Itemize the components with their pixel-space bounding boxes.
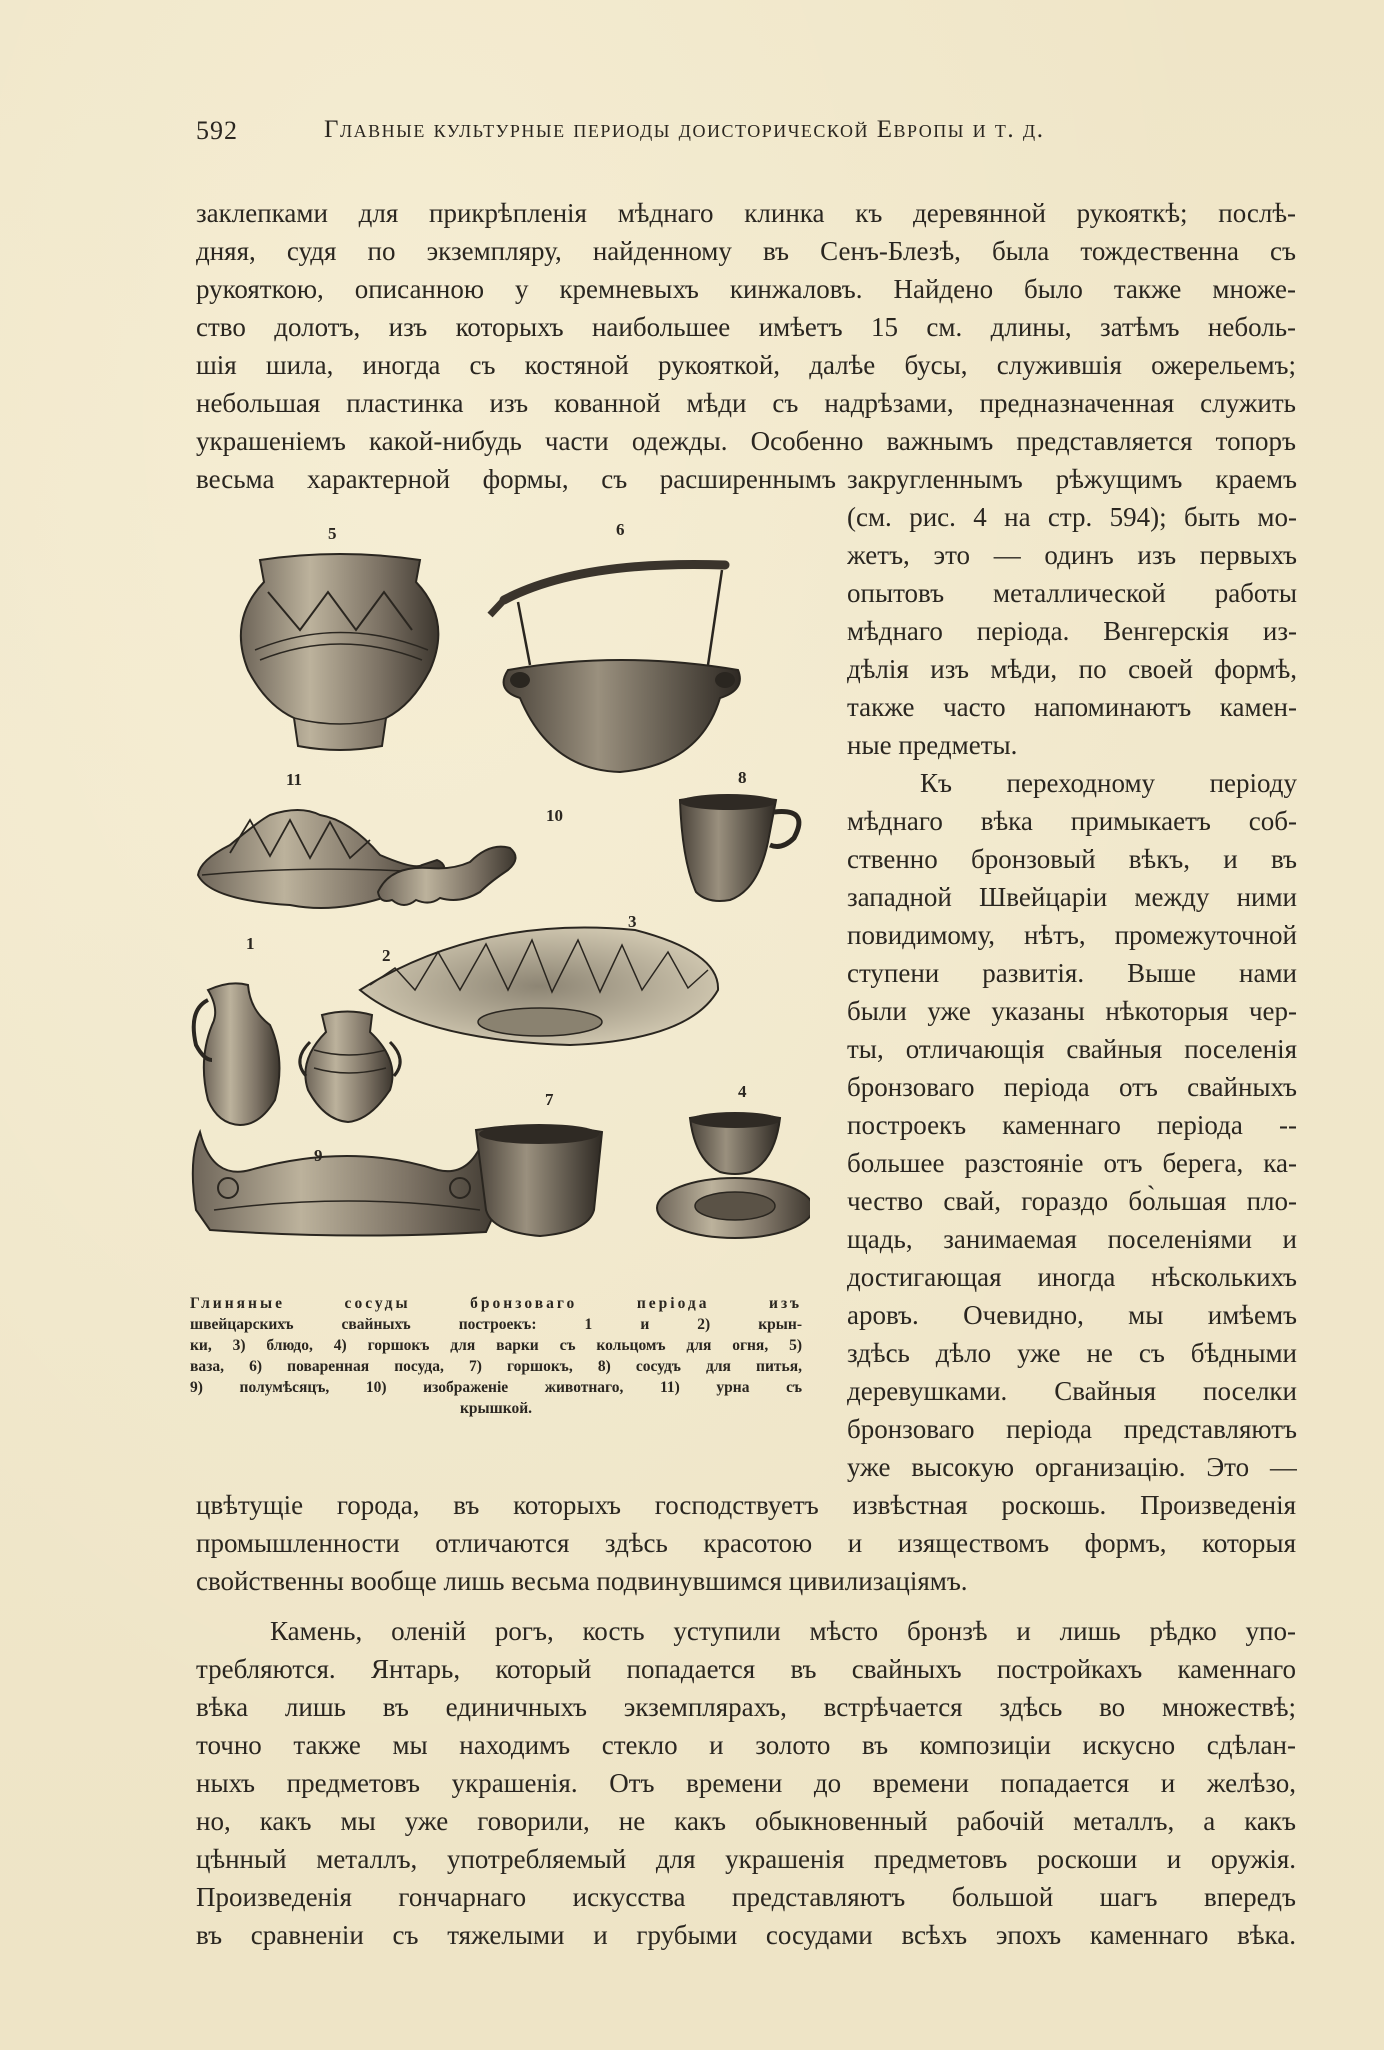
text-line: дѣлія изъ мѣди, по своей формѣ,: [847, 654, 1297, 684]
drinking-cup-8: [680, 794, 799, 901]
figure-label-11: 11: [286, 770, 303, 789]
text-line: деревушками. Свайныя поселки: [847, 1376, 1297, 1406]
page-number: 592: [196, 116, 238, 145]
pottery-illustration: [190, 520, 810, 1300]
crescent-9: [193, 1132, 501, 1236]
figure-label-4: 4: [738, 1082, 747, 1101]
running-head: Главные культурные периоды доисторической Европы и т. д.: [324, 116, 1045, 143]
text-line: небольшая пластинка изъ кованной мѣди съ надрѣзами, предназначенная служить: [196, 388, 1296, 418]
text-line: уже высокую организацію. Это —: [847, 1452, 1297, 1482]
text-line: достигающая иногда нѣсколькихъ: [847, 1262, 1297, 1292]
text-line: здѣсь дѣло уже не съ бѣдными: [847, 1338, 1297, 1368]
figure-label-1: 1: [246, 934, 255, 953]
cooking-pot-ring-4: [657, 1112, 810, 1238]
text-line: дняя, судя по экземпляру, найденному въ Сенъ-Блезѣ, была тождественна съ: [196, 236, 1296, 266]
text-line: свойственны вообще лишь весьма подвинувшимся цивилизаціямъ.: [196, 1566, 968, 1596]
text-line: ныхъ предметовъ украшенія. Отъ времени до времени попадается и желѣзо,: [196, 1768, 1296, 1798]
text-line: мѣднаго періода. Венгерскія из-: [847, 616, 1297, 646]
text-line: Произведенія гончарнаго искусства представляютъ большой шагъ впередъ: [196, 1882, 1296, 1912]
text-line: закругленнымъ рѣжущимъ краемъ: [847, 464, 1297, 494]
text-line: но, какъ мы уже говорили, не какъ обыкновенный рабочій металлъ, а какъ: [196, 1806, 1296, 1836]
text-line: ственно бронзовый вѣкъ, и въ: [847, 844, 1297, 874]
text-line: точно также мы находимъ стекло и золото въ композиціи искусно сдѣлан-: [196, 1730, 1296, 1760]
figure-caption: [190, 1293, 802, 1419]
text-line: рукояткою, описанною у кремневыхъ кинжаловъ. Найдено было также множе-: [196, 274, 1296, 304]
text-line: были уже указаны нѣкоторыя чер-: [847, 996, 1297, 1026]
figure-label-9: 9: [314, 1146, 323, 1165]
caption-line: швейцарскихъ свайныхъ построекъ: 1 и 2) крын-: [190, 1316, 802, 1333]
text-line: ты, отличающія свайныя поселенія: [847, 1034, 1297, 1064]
caption-line: Глиняные сосуды бронзоваго періода изъ: [190, 1295, 802, 1312]
text-line: Къ переходному періоду: [920, 768, 1297, 798]
text-line: бронзоваго періода представляютъ: [847, 1414, 1297, 1444]
figure-label-5: 5: [328, 524, 337, 543]
text-line: аровъ. Очевидно, мы имѣемъ: [847, 1300, 1297, 1330]
text-line: въ сравненіи съ тяжелыми и грубыми сосудами всѣхъ эпохъ каменнаго вѣка.: [196, 1920, 1296, 1950]
text-line: цвѣтущіе города, въ которыхъ господствуетъ извѣстная роскошь. Произведенія: [196, 1490, 1296, 1520]
page-header: [196, 116, 1296, 156]
text-line: весьма характерной формы, съ расширеннымъ: [196, 464, 836, 494]
text-line: опытовъ металлической работы: [847, 578, 1297, 608]
text-line: ступени развитія. Выше нами: [847, 958, 1297, 988]
pottery-figure: [190, 520, 810, 1300]
text-line: (см. рис. 4 на стр. 594); быть мо-: [847, 502, 1297, 532]
text-line: ство долотъ, изъ которыхъ наибольшее имѣетъ 15 см. длины, затѣмъ неболь-: [196, 312, 1296, 342]
caption-line: крышкой.: [459, 1400, 533, 1417]
figure-label-10: 10: [546, 806, 563, 825]
figure-label-6: 6: [616, 520, 625, 539]
caption-line: 9) полумѣсяцъ, 10) изображеніе животнаго, 11) урна съ: [190, 1379, 802, 1396]
text-line: украшеніемъ какой-нибудь части одежды. Особенно важнымъ представляется топоръ: [196, 426, 1296, 456]
text-line: чество свай, гораздо бо̀льшая пло-: [847, 1186, 1297, 1216]
figure-label-8: 8: [738, 768, 747, 787]
cooking-pot-6: [490, 564, 740, 772]
text-line: промышленности отличаются здѣсь красотою и изяществомъ формъ, которыя: [196, 1528, 1296, 1558]
text-line: требляются. Янтарь, который попадается въ свайныхъ постройкахъ каменнаго: [196, 1654, 1296, 1684]
caption-line: ваза, 6) поваренная посуда, 7) горшокъ, 8) сосудъ для питья,: [190, 1358, 802, 1375]
text-line: также часто напоминаютъ камен-: [847, 692, 1297, 722]
text-line: заклепками для прикрѣпленія мѣднаго клинка къ деревянной рукояткѣ; послѣ-: [196, 198, 1296, 228]
text-line: щадь, занимаемая поселеніями и: [847, 1224, 1297, 1254]
animal-10: [378, 847, 516, 905]
text-line: шія шила, иногда съ костяной рукояткой, далѣе бусы, служившія ожерельемъ;: [196, 350, 1296, 380]
text-line: Камень, оленій рогъ, кость уступили мѣсто бронзѣ и лишь рѣдко упо-: [270, 1616, 1296, 1646]
text-line: жетъ, это — одинъ изъ первыхъ: [847, 540, 1297, 570]
text-line: мѣднаго вѣка примыкаетъ соб-: [847, 806, 1297, 836]
text-line: ные предметы.: [847, 730, 1018, 760]
text-line: построекъ каменнаго періода --: [847, 1110, 1297, 1140]
figure-label-2: 2: [382, 946, 391, 965]
jug-2: [300, 1012, 400, 1123]
text-line: цѣнный металлъ, употребляемый для украшенія предметовъ роскоши и оружія.: [196, 1844, 1296, 1874]
pot-7: [476, 1124, 602, 1236]
jug-1: [194, 983, 280, 1125]
vase-5: [241, 554, 438, 750]
figure-label-7: 7: [545, 1090, 554, 1109]
text-line: большее разстояніе отъ берега, ка-: [847, 1148, 1297, 1178]
text-line: западной Швейцаріи между ними: [847, 882, 1297, 912]
figure-label-3: 3: [628, 912, 637, 931]
dish-3: [360, 928, 718, 1046]
caption-line: ки, 3) блюдо, 4) горшокъ для варки съ кольцомъ для огня, 5): [190, 1337, 802, 1354]
text-line: бронзоваго періода отъ свайныхъ: [847, 1072, 1297, 1102]
text-line: повидимому, нѣтъ, промежуточной: [847, 920, 1297, 950]
text-line: вѣка лишь въ единичныхъ экземплярахъ, встрѣчается здѣсь во множествѣ;: [196, 1692, 1296, 1722]
